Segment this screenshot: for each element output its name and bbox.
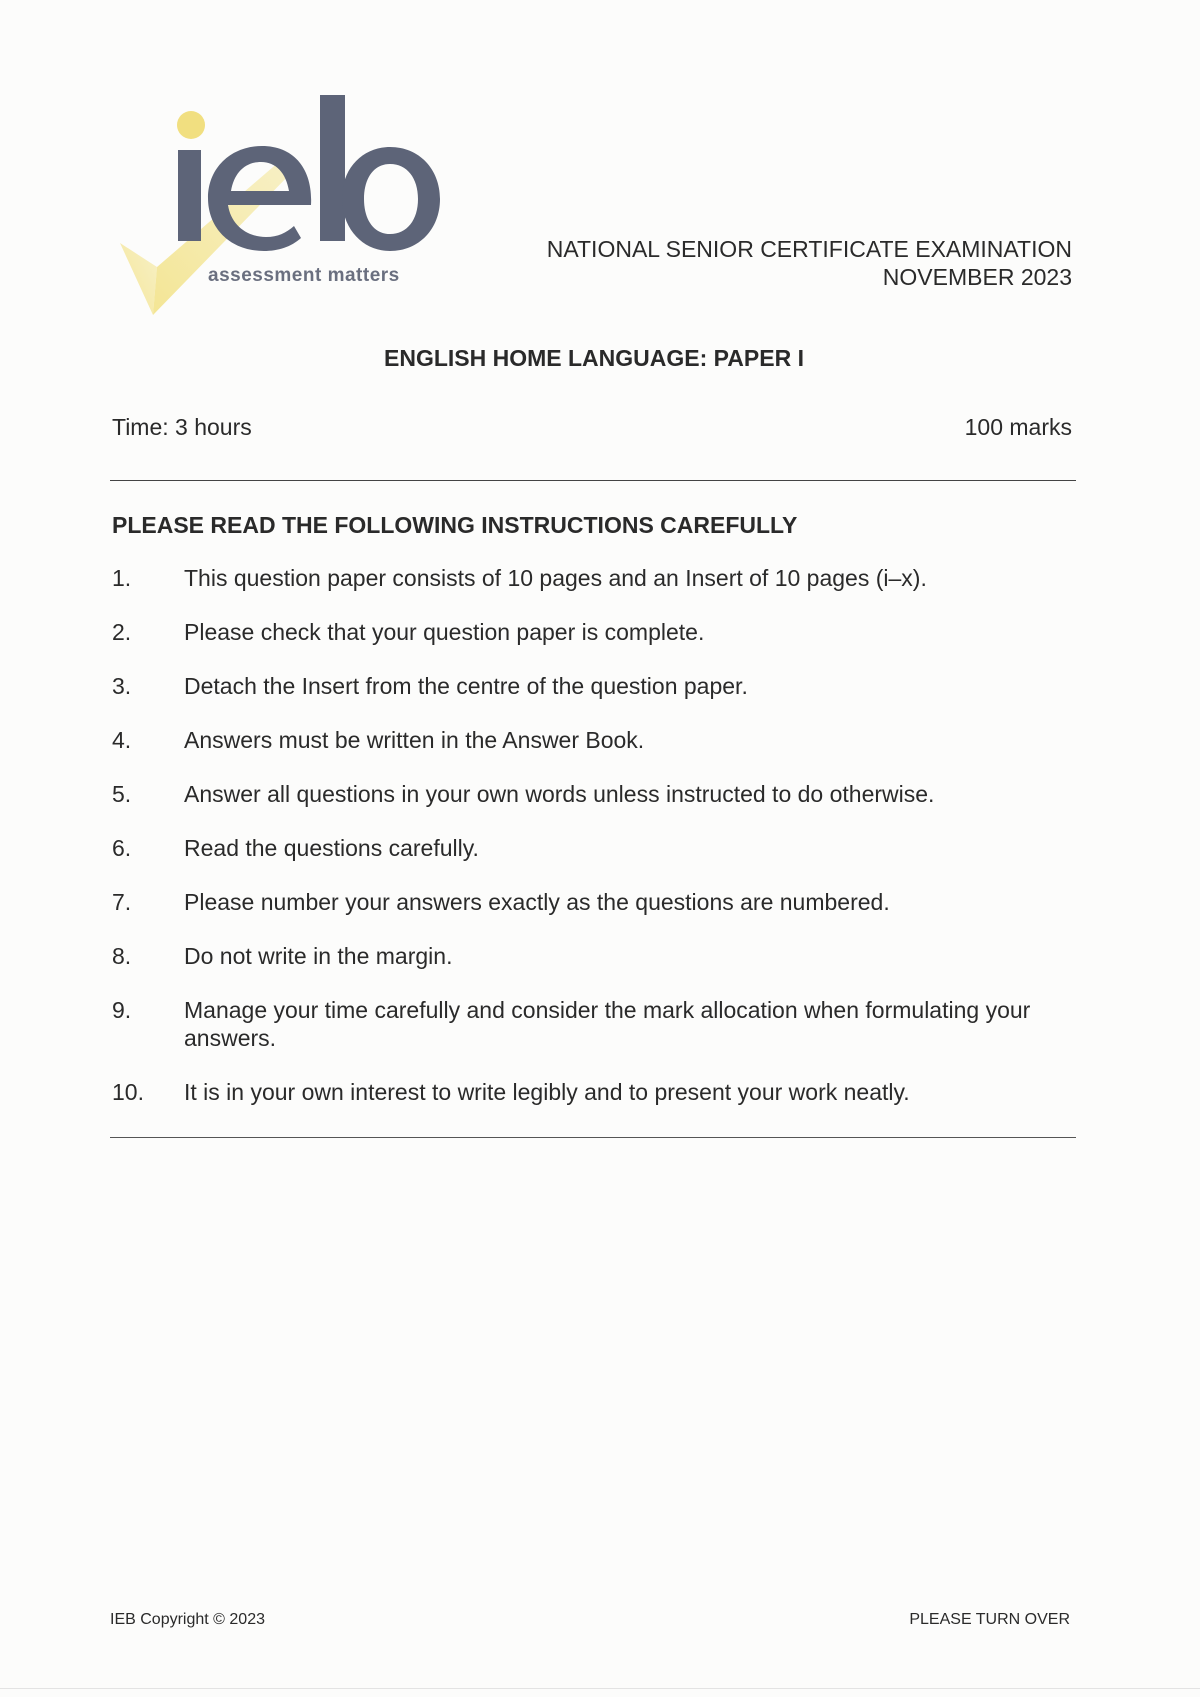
instruction-text: Detach the Insert from the centre of the question paper. [184,673,748,699]
top-divider [110,480,1076,481]
instruction-text: Please number your answers exactly as the questions are numbered. [184,889,890,915]
instruction-number: 5. [112,781,132,807]
instruction-text: Answer all questions in your own words unless instructed to do otherwise. [184,781,935,807]
time-allowed: Time: 3 hours [112,414,252,440]
instruction-item [112,834,1077,862]
instruction-text: Answers must be written in the Answer Book. [184,727,645,753]
instruction-item [112,888,1077,916]
instruction-text: Please check that your question paper is complete. [184,619,705,645]
instruction-item [112,1078,1077,1106]
instruction-text: Read the questions carefully. [184,835,479,861]
instruction-number: 8. [112,943,132,969]
logo-letter-b-stem [320,95,345,241]
instruction-number: 3. [112,673,132,699]
instruction-item [112,780,1077,808]
logo-tagline: assessment matters [208,265,400,286]
instruction-item [112,996,1077,1052]
check-mark-left-stroke [120,243,157,315]
instructions-list [112,564,1077,1106]
instruction-number: 1. [112,565,132,591]
instruction-text: Do not write in the margin. [184,943,453,969]
total-marks: 100 marks [964,414,1072,440]
scan-edge-line [0,1688,1200,1689]
instruction-text: It is in your own interest to write legibly and to present your work neatly. [184,1079,910,1105]
instruction-item [112,672,1077,700]
logo-letter-e [208,146,311,251]
paper-title: ENGLISH HOME LANGUAGE: PAPER I [384,345,804,371]
instruction-number: 10. [112,1079,144,1105]
instruction-number: 2. [112,619,132,645]
instruction-text: This question paper consists of 10 pages and an Insert of 10 pages (i–x). [184,565,927,591]
instruction-number: 6. [112,835,132,861]
instructions-heading: PLEASE READ THE FOLLOWING INSTRUCTIONS CAREFULLY [112,512,798,538]
instruction-item [112,618,1077,646]
exam-date: NOVEMBER 2023 [882,264,1072,290]
logo-dot [177,111,205,139]
instruction-text: Manage your time carefully and consider the mark allocation when formulating your answers. [184,997,1031,1051]
instruction-number: 9. [112,997,132,1023]
instruction-number: 7. [112,889,132,915]
instruction-item [112,726,1077,754]
exam-name: NATIONAL SENIOR CERTIFICATE EXAMINATION [546,236,1072,262]
copyright-notice: IEB Copyright © 2023 [110,1611,265,1628]
bottom-divider [110,1137,1076,1138]
turn-over-notice: PLEASE TURN OVER [909,1611,1070,1628]
ieb-logo [115,95,445,320]
logo-letter-b-bowl [342,147,440,251]
logo-letter-i [178,150,201,241]
instruction-item [112,942,1077,970]
instruction-number: 4. [112,727,132,753]
instruction-item [112,564,1077,592]
exam-heading [547,235,1072,291]
